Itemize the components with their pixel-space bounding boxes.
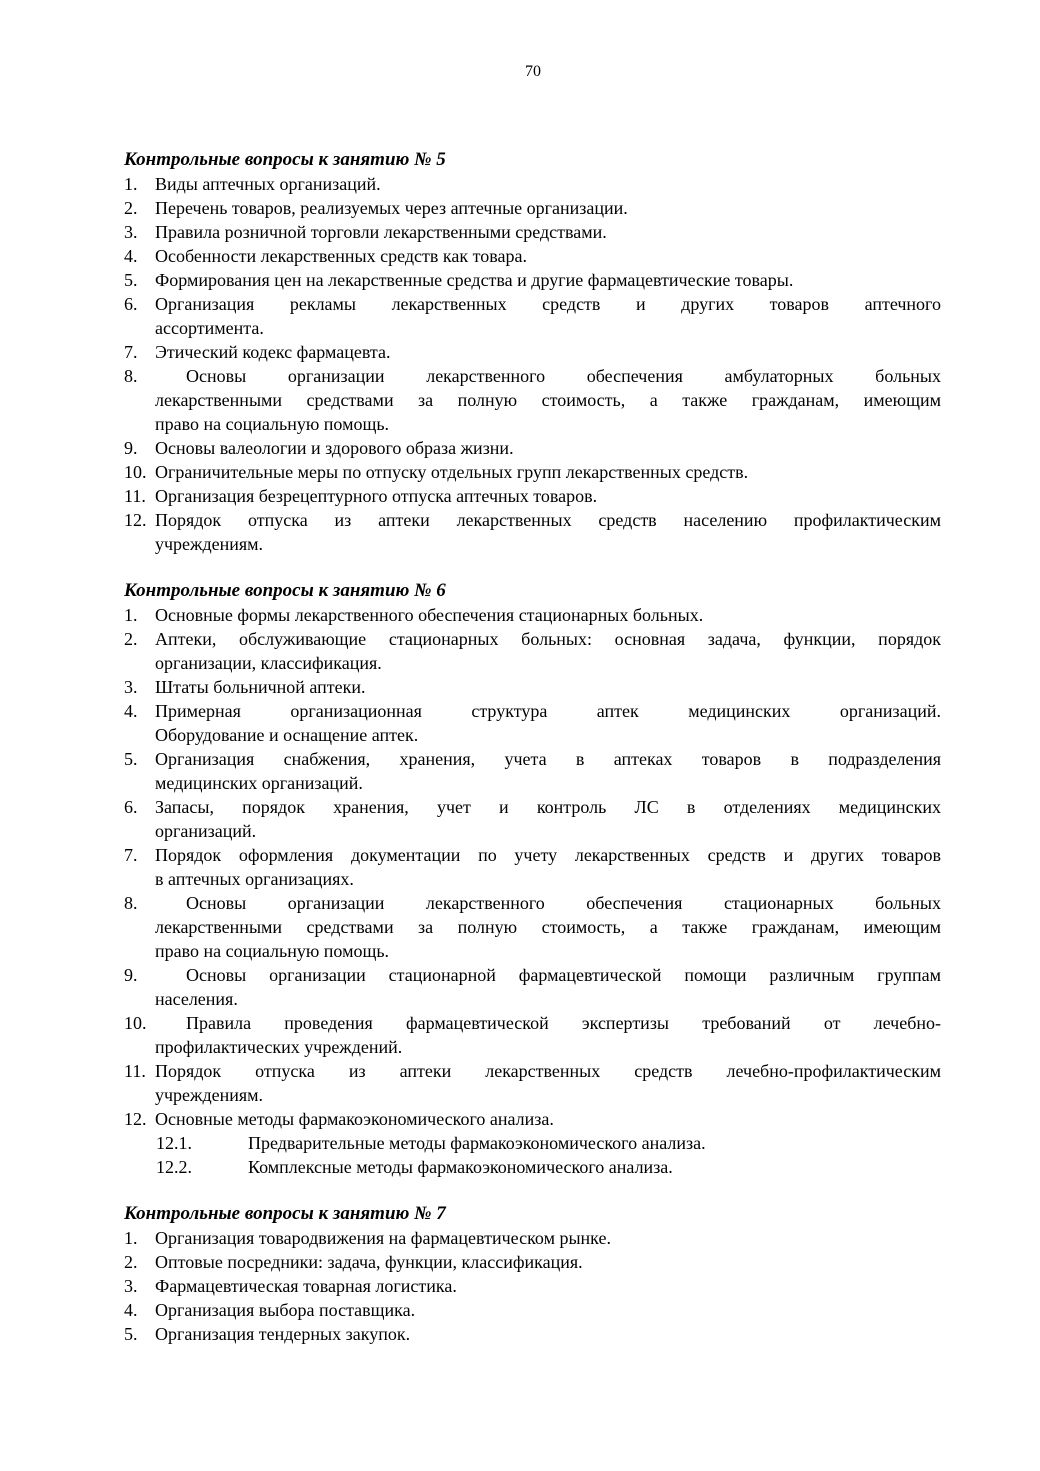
question-number: 6. xyxy=(124,797,138,817)
question-text: Организация снабжения, хранения, учета в аптеках товаров в подразделения медицинских организаций. xyxy=(155,749,941,793)
question-item xyxy=(124,963,941,1011)
question-item xyxy=(124,747,941,795)
page-content xyxy=(124,148,941,1369)
question-number: 10. xyxy=(124,1013,147,1033)
question-number: 1. xyxy=(124,1228,138,1248)
question-number: 1. xyxy=(124,605,138,625)
question-item xyxy=(124,627,941,675)
question-text: Организация безрецептурного отпуска аптечных товаров. xyxy=(155,486,598,506)
question-text: Основы организации лекарственного обеспечения амбулаторных больных лекарственными средствами за полную стоимость, а также гражданам, имеющим право на социальную помощь. xyxy=(155,366,941,434)
question-item xyxy=(124,364,941,436)
question-text: Правила проведения фармацевтической экспертизы требований от лечебно- профилактических учреждений. xyxy=(155,1013,941,1057)
question-number: 9. xyxy=(124,438,138,458)
question-item xyxy=(124,220,941,244)
question-list xyxy=(124,172,941,556)
question-item xyxy=(124,196,941,220)
question-item xyxy=(124,843,941,891)
question-text: Организация выбора поставщика. xyxy=(155,1300,416,1320)
question-item xyxy=(124,244,941,268)
question-text: Правила розничной торговли лекарственными средствами. xyxy=(155,222,607,242)
question-text: Аптеки, обслуживающие стационарных больных: основная задача, функции, порядок организации, классификация. xyxy=(155,629,941,673)
question-text: Основы организации стационарной фармацевтической помощи различным группам населения. xyxy=(155,965,941,1009)
question-text: Особенности лекарственных средств как товара. xyxy=(155,246,527,266)
question-item xyxy=(124,268,941,292)
question-number: 3. xyxy=(124,1276,138,1296)
question-number: 6. xyxy=(124,294,138,314)
question-number: 2. xyxy=(124,629,138,649)
question-text: Формирования цен на лекарственные средства и другие фармацевтические товары. xyxy=(155,270,794,290)
question-item xyxy=(124,1059,941,1107)
question-text: Оптовые посредники: задача, функции, классификация. xyxy=(155,1252,583,1272)
question-number: 4. xyxy=(124,701,138,721)
question-number: 2. xyxy=(124,1252,138,1272)
question-text: Штаты больничной аптеки. xyxy=(155,677,366,697)
question-number: 10. xyxy=(124,462,147,482)
sub-question-item xyxy=(124,1131,941,1155)
page-number: 70 xyxy=(525,63,541,80)
question-item xyxy=(124,508,941,556)
question-text: Перечень товаров, реализуемых через аптечные организации. xyxy=(155,198,628,218)
question-item xyxy=(124,1226,941,1250)
question-text: Фармацевтическая товарная логистика. xyxy=(155,1276,457,1296)
question-text: Примерная организационная структура аптек медицинских организаций. Оборудование и оснащение аптек. xyxy=(155,701,941,745)
question-list xyxy=(124,603,941,1131)
sub-question-number: 12.2. xyxy=(156,1157,192,1177)
question-item xyxy=(124,1107,941,1131)
question-number: 2. xyxy=(124,198,138,218)
question-number: 11. xyxy=(124,486,146,506)
sub-question-item xyxy=(124,1155,941,1179)
section-heading: Контрольные вопросы к занятию № 7 xyxy=(124,1203,446,1224)
question-text: Организация товародвижения на фармацевтическом рынке. xyxy=(155,1228,611,1248)
question-number: 12. xyxy=(124,1109,147,1129)
question-item xyxy=(124,172,941,196)
question-number: 11. xyxy=(124,1061,146,1081)
question-item xyxy=(124,1011,941,1059)
question-number: 4. xyxy=(124,246,138,266)
question-number: 5. xyxy=(124,749,138,769)
sub-question-number: 12.1. xyxy=(156,1133,192,1153)
question-text: Организация тендерных закупок. xyxy=(155,1324,411,1344)
section-lesson-6 xyxy=(124,579,941,1179)
question-item xyxy=(124,1298,941,1322)
question-number: 5. xyxy=(124,1324,138,1344)
question-item xyxy=(124,1274,941,1298)
question-number: 12. xyxy=(124,510,147,530)
question-text: Порядок отпуска из аптеки лекарственных средств населению профилактическим учреждениям. xyxy=(155,510,941,554)
question-item xyxy=(124,603,941,627)
section-heading: Контрольные вопросы к занятию № 5 xyxy=(124,149,446,170)
question-text: Ограничительные меры по отпуску отдельных групп лекарственных средств. xyxy=(155,462,749,482)
question-number: 7. xyxy=(124,845,138,865)
question-number: 8. xyxy=(124,893,138,913)
question-text: Порядок отпуска из аптеки лекарственных средств лечебно-профилактическим учреждениям. xyxy=(155,1061,941,1105)
question-text: Основы валеологии и здорового образа жизни. xyxy=(155,438,514,458)
question-item xyxy=(124,1250,941,1274)
question-text: Этический кодекс фармацевта. xyxy=(155,342,391,362)
question-text: Организация рекламы лекарственных средств и других товаров аптечного ассортимента. xyxy=(155,294,941,338)
section-lesson-5 xyxy=(124,148,941,556)
question-item xyxy=(124,484,941,508)
question-text: Основы организации лекарственного обеспечения стационарных больных лекарственными средствами за полную стоимость, а также гражданам, имеющим право на социальную помощь. xyxy=(155,893,941,961)
question-text: Запасы, порядок хранения, учет и контроль ЛС в отделениях медицинских организаций. xyxy=(155,797,941,841)
sub-question-text: Предварительные методы фармакоэкономического анализа. xyxy=(248,1133,706,1153)
question-item xyxy=(124,436,941,460)
question-item xyxy=(124,891,941,963)
question-number: 7. xyxy=(124,342,138,362)
question-number: 1. xyxy=(124,174,138,194)
question-number: 4. xyxy=(124,1300,138,1320)
section-lesson-7 xyxy=(124,1202,941,1346)
question-text: Порядок оформления документации по учету лекарственных средств и других товаров в аптечных организациях. xyxy=(155,845,941,889)
question-item xyxy=(124,699,941,747)
question-text: Основные формы лекарственного обеспечения стационарных больных. xyxy=(155,605,704,625)
question-number: 5. xyxy=(124,270,138,290)
question-number: 3. xyxy=(124,222,138,242)
question-number: 9. xyxy=(124,965,138,985)
question-text: Основные методы фармакоэкономического анализа. xyxy=(155,1109,554,1129)
question-item xyxy=(124,675,941,699)
section-heading: Контрольные вопросы к занятию № 6 xyxy=(124,580,446,601)
question-number: 8. xyxy=(124,366,138,386)
question-item xyxy=(124,795,941,843)
question-text: Виды аптечных организаций. xyxy=(155,174,381,194)
question-number: 3. xyxy=(124,677,138,697)
sub-question-text: Комплексные методы фармакоэкономического анализа. xyxy=(248,1157,673,1177)
question-item xyxy=(124,292,941,340)
question-item xyxy=(124,460,941,484)
question-item xyxy=(124,1322,941,1346)
question-item xyxy=(124,340,941,364)
question-list xyxy=(124,1226,941,1346)
